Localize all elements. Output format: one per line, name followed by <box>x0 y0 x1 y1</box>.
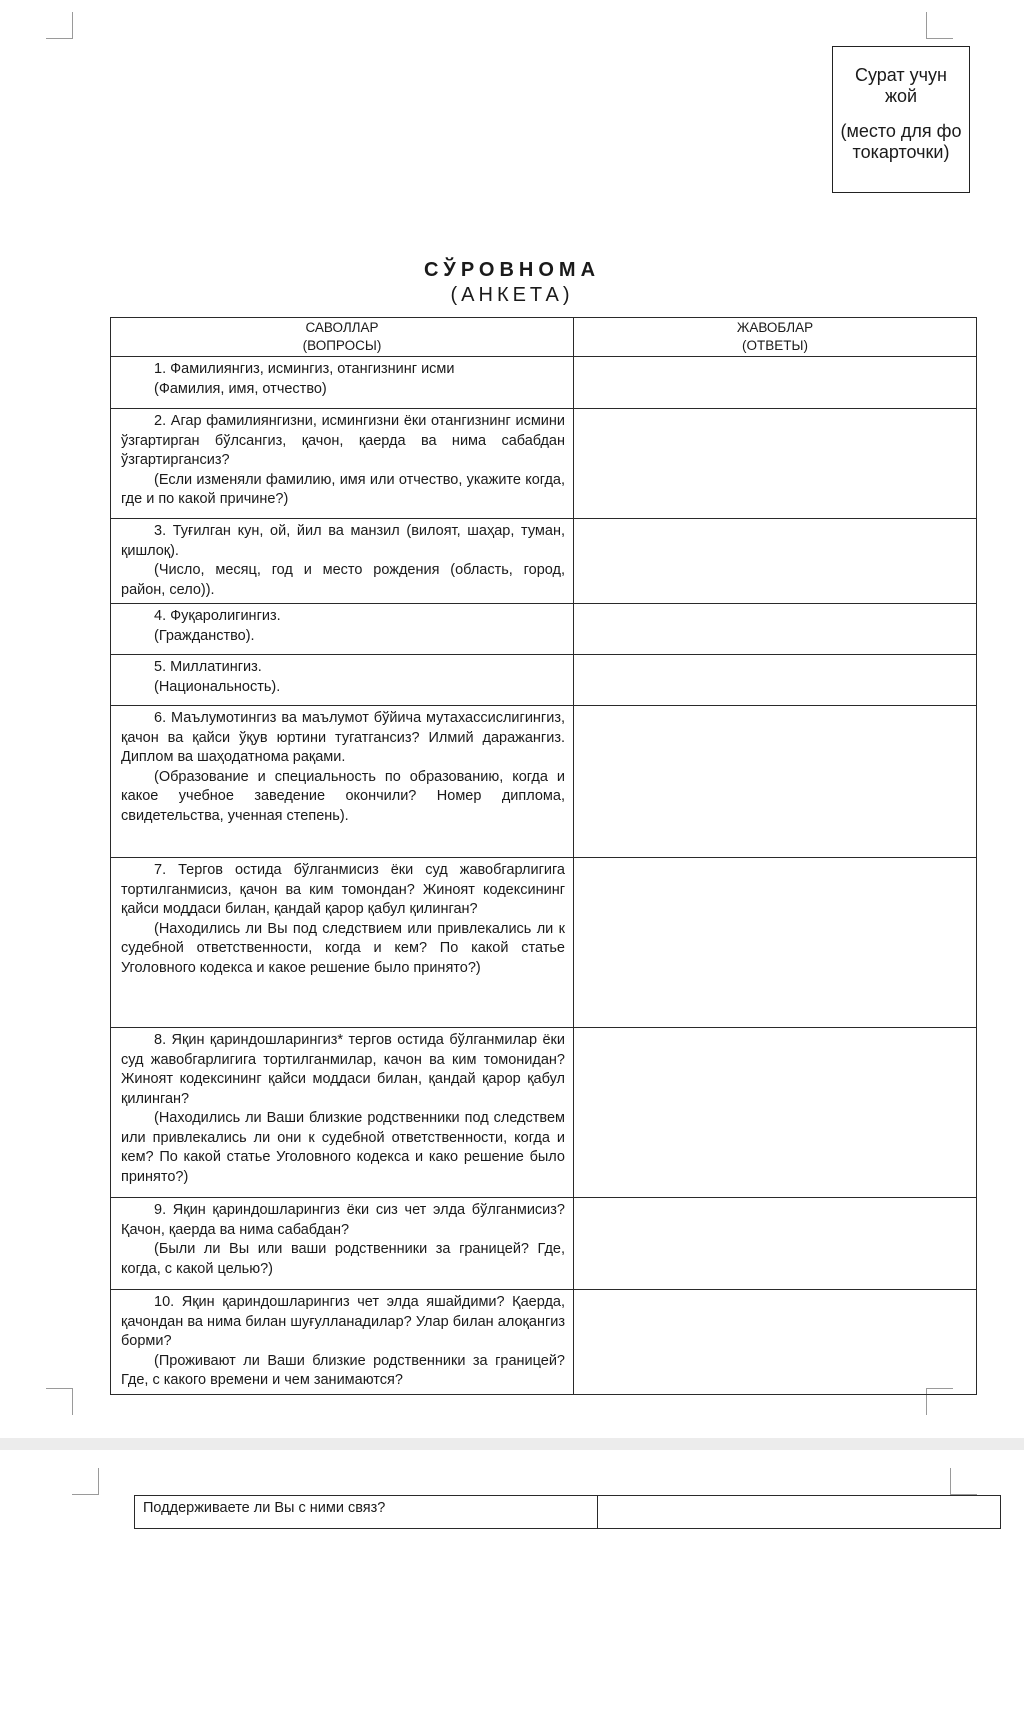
questionnaire-table-continued <box>134 1495 1001 1529</box>
question-cell-1: 1. Фамилиянгиз, исмингиз, отангизнинг исми (Фамилия, имя, отчество) <box>111 357 574 409</box>
answer-cell-3[interactable] <box>574 519 977 604</box>
table-row <box>111 1028 977 1198</box>
question-cell-5: 5. Миллатингиз. (Национальность). <box>111 655 574 706</box>
document-title: СЎРОВНОМА <box>423 259 601 281</box>
document-subtitle: (АНКЕТА) <box>450 284 574 306</box>
answer-cell-2[interactable] <box>574 409 977 519</box>
photo-label-uz: Сурат учун жой <box>855 65 947 106</box>
question-cell-7: 7. Тергов остида бўлганмисиз ёки суд жавобгарлигига тортилганмисиз, қачон ва ким томондан? Жиноят кодексининг қайси моддаси билан, қандай қарор қабул қилинган? (Находились ли Вы под следствием или привлекались ли к судебной ответственности, когда и кем? По какой статье Уголовного кодекса и какое решение было принято?) <box>111 858 574 1028</box>
page-corner-mark <box>926 12 953 39</box>
question-cell-6: 6. Маълумотингиз ва маълумот бўйича мутахассислигингиз, қачон ва қайси ўқув юртини тугатгансиз? Илмий даражангиз. Диплом ва шаҳодатнома рақами. (Образование и специальность по образованию, когда и какое учебное заведение окончили? Номер диплома, свидетельства, ученная степень). <box>111 706 574 858</box>
answer-cell-6[interactable] <box>574 706 977 858</box>
question-cell-2: 2. Агар фамилиянгизни, исмингизни ёки отангизнинг исмини ўзгартирган бўлсангиз, қачон, қаерда ва нима сабабдан ўзгартиргансиз? (Если изменяли фамилию, имя или отчество, укажите когда, где и по какой причине?) <box>111 409 574 519</box>
question-cell-contact: Поддерживаете ли Вы с ними связ? <box>135 1496 598 1529</box>
answer-cell-4[interactable] <box>574 604 977 655</box>
table-row <box>111 409 977 519</box>
photo-placeholder-box <box>832 46 970 193</box>
page-separator <box>0 1438 1024 1450</box>
questions-column-header: САВОЛЛАР (ВОПРОСЫ) <box>111 318 574 357</box>
answer-cell-8[interactable] <box>574 1028 977 1198</box>
question-cell-8: 8. Яқин қариндошларингиз* тергов остида бўлганмилар ёки суд жавобгарлигига тортилганмилар, качон ва ким томонидан? Жиноят кодексининг қайси моддаси билан, қандай қарор қабул қилинган? (Находились ли Ваши близкие родственники под следствем или привлекались ли они к судебной ответственности, когда и кем? По какой статье Уголовного кодекса и како решение было принято?) <box>111 1028 574 1198</box>
table-row <box>111 1198 977 1290</box>
table-row <box>111 519 977 604</box>
table-row <box>111 357 977 409</box>
questionnaire-table <box>110 317 977 1395</box>
answer-cell-9[interactable] <box>574 1198 977 1290</box>
question-cell-10: 10. Яқин қариндошларингиз чет элда яшайдими? Қаерда, қачондан ва нима билан шуғулланадилар? Улар билан алоқангиз борми? (Проживают ли Ваши близкие родственники за границей? Где, с какого времени и чем занимаются? <box>111 1290 574 1395</box>
answers-column-header: ЖАВОБЛАР (ОТВЕТЫ) <box>574 318 977 357</box>
page-corner-mark <box>950 1468 977 1495</box>
answer-cell-5[interactable] <box>574 655 977 706</box>
table-row <box>111 604 977 655</box>
question-cell-3: 3. Туғилган кун, ой, йил ва манзил (вилоят, шаҳар, туман, қишлоқ). (Число, месяц, год и место рождения (область, город, район, село)). <box>111 519 574 604</box>
page-corner-mark <box>46 12 73 39</box>
table-row <box>111 706 977 858</box>
answer-cell-7[interactable] <box>574 858 977 1028</box>
table-header-row <box>111 318 977 357</box>
answer-cell-10[interactable] <box>574 1290 977 1395</box>
question-cell-4: 4. Фуқаролигингиз. (Гражданство). <box>111 604 574 655</box>
table-row <box>111 1290 977 1395</box>
table-row <box>135 1496 1001 1529</box>
table-row <box>111 858 977 1028</box>
answer-cell-1[interactable] <box>574 357 977 409</box>
document-page-2 <box>0 1450 1024 1710</box>
page-corner-mark <box>46 1388 73 1415</box>
table-row <box>111 655 977 706</box>
photo-label-ru: (место для фотокарточки) <box>840 121 962 162</box>
question-cell-9: 9. Яқин қариндошларингиз ёки сиз чет элда бўлганмисиз? Қачон, қаерда ва нима сабабдан? (Были ли Вы или ваши родственники за границей? Где, когда, с какой целью?) <box>111 1198 574 1290</box>
answer-cell-contact[interactable] <box>598 1496 1001 1529</box>
page-corner-mark <box>72 1468 99 1495</box>
